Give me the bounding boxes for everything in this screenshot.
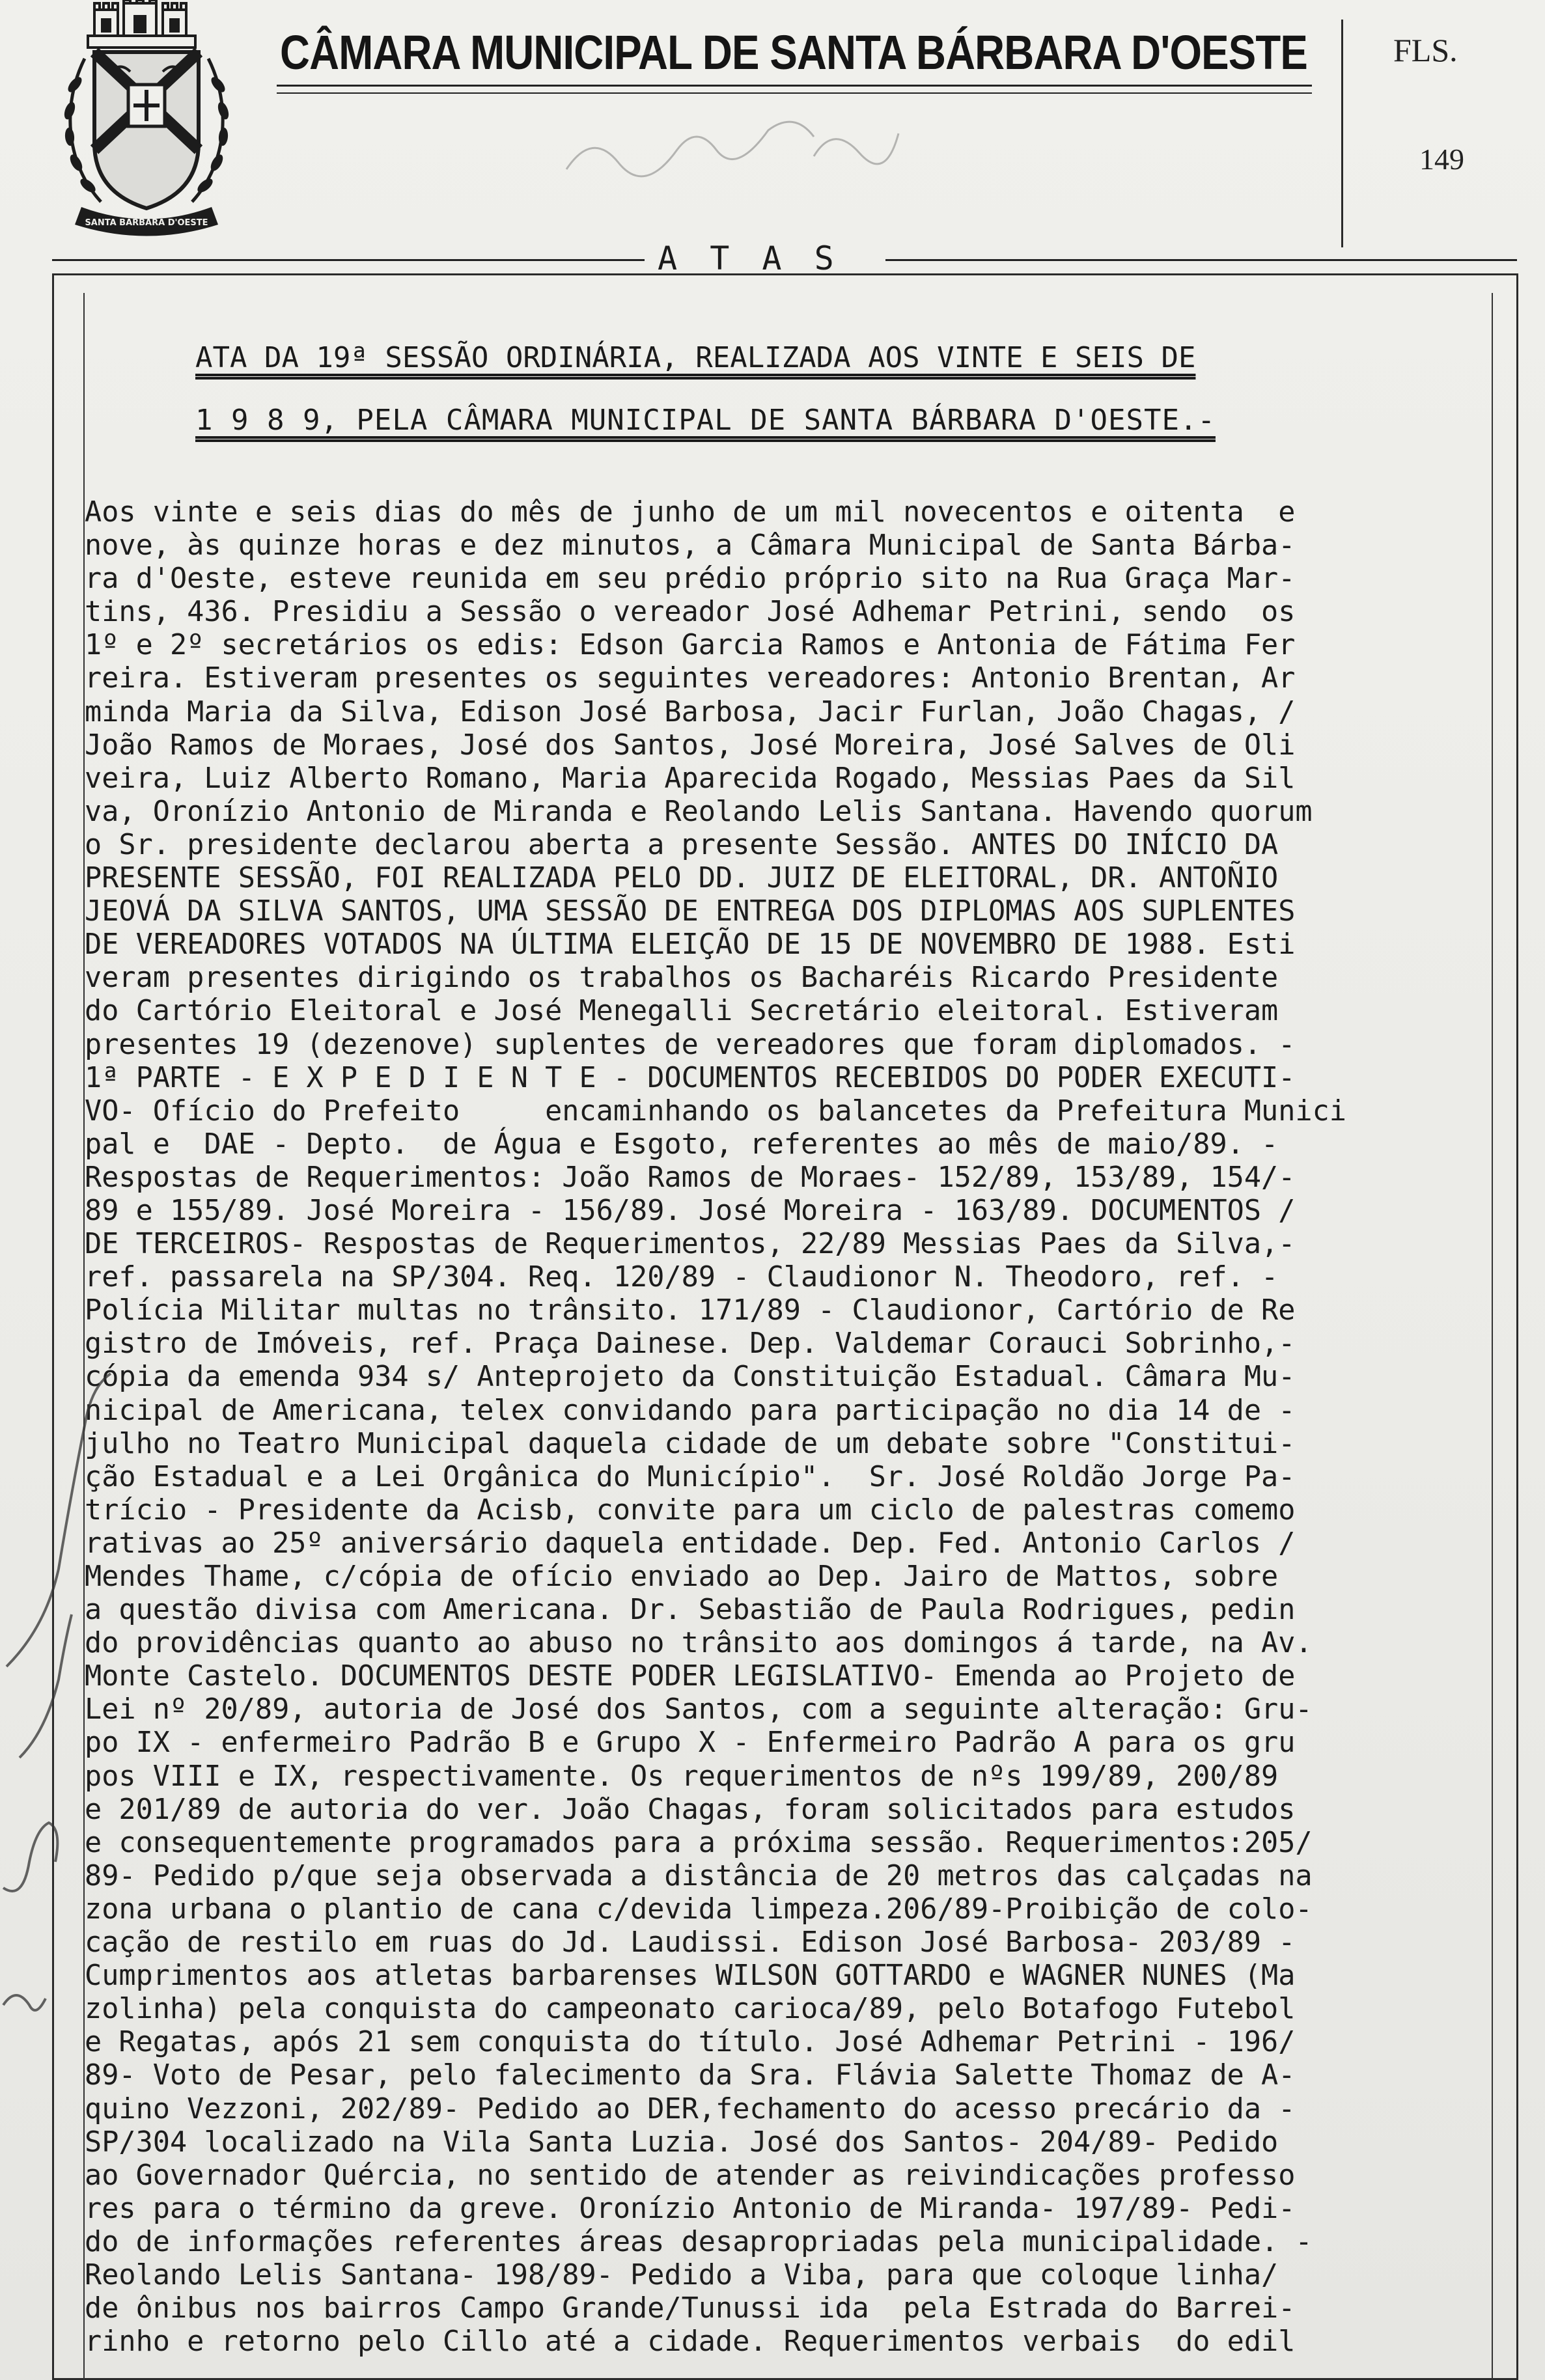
body-line: Lei nº 20/89, autoria de José dos Santos, com a seguinte alteração: Gru- xyxy=(85,1693,1313,1726)
body-line: zolinha) pela conquista do campeonato carioca/89, pelo Botafogo Futebol xyxy=(85,1993,1296,2026)
body-line: veira, Luiz Alberto Romano, Maria Aparecida Rogado, Messias Paes da Sil xyxy=(85,762,1296,795)
minutes-heading-line-1: ATA DA 19ª SESSÃO ORDINÁRIA, REALIZADA AOS VINTE E SEIS DE xyxy=(195,341,1196,374)
section-rule-right xyxy=(885,259,1517,261)
body-line: João Ramos de Moraes, José dos Santos, José Moreira, José Salves de Oli xyxy=(85,728,1296,762)
body-line: tins, 436. Presidiu a Sessão o vereador José Adhemar Petrini, sendo os xyxy=(85,596,1296,629)
body-line: ref. passarela na SP/304. Req. 120/89 - Claudionor N. Theodoro, ref. - xyxy=(85,1261,1279,1294)
body-line: do Cartório Eleitoral e José Menegalli Secretário eleitoral. Estiveram xyxy=(85,995,1279,1028)
fls-label: FLS. xyxy=(1393,32,1458,68)
body-line: veram presentes dirigindo os trabalhos os Bacharéis Ricardo Presidente xyxy=(85,962,1279,995)
minutes-body-text xyxy=(85,496,1491,2359)
body-line: gistro de Imóveis, ref. Praça Dainese. Dep. Valdemar Corauci Sobrinho,- xyxy=(85,1327,1296,1361)
body-line: Reolando Lelis Santana- 198/89- Pedido a Viba, para que coloque linha/ xyxy=(85,2258,1279,2291)
header-divider xyxy=(1341,20,1343,247)
body-line: 89- Voto de Pesar, pelo falecimento da Sra. Flávia Salette Thomaz de A- xyxy=(85,2059,1296,2092)
body-line: o Sr. presidente declarou aberta a presente Sessão. ANTES DO INÍCIO DA xyxy=(85,828,1279,861)
header-rule-double xyxy=(277,92,1312,94)
body-line: ao Governador Quércia, no sentido de atender as reivindicações professo xyxy=(85,2159,1296,2192)
body-line: 1º e 2º secretários os edis: Edson Garcia Ramos e Antonia de Fátima Fer xyxy=(85,629,1296,662)
body-line: Cumprimentos aos atletas barbarenses WILSON GOTTARDO e WAGNER NUNES (Ma xyxy=(85,1959,1296,1993)
body-line: pal e DAE - Depto. de Água e Esgoto, referentes ao mês de maio/89. - xyxy=(85,1128,1279,1161)
body-line: DE VEREADORES VOTADOS NA ÚLTIMA ELEIÇÃO DE 15 DE NOVEMBRO DE 1988. Esti xyxy=(85,928,1296,962)
body-line: presentes 19 (dezenove) suplentes de vereadores que foram diplomados. - xyxy=(85,1028,1296,1061)
body-line: do providências quanto ao abuso no trânsito aos domingos á tarde, na Av. xyxy=(85,1627,1313,1660)
body-line: Aos vinte e seis dias do mês de junho de um mil novecentos e oitenta e xyxy=(85,496,1296,529)
body-line: julho no Teatro Municipal daquela cidade de um debate sobre "Constitui- xyxy=(85,1427,1296,1460)
body-line: quino Vezzoni, 202/89- Pedido ao DER,fechamento do acesso precário da - xyxy=(85,2092,1296,2125)
coat-of-arms-logo xyxy=(55,0,244,241)
body-line: de ônibus nos bairros Campo Grande/Tunussi ida pela Estrada do Barrei- xyxy=(85,2292,1296,2325)
body-line: rativas ao 25º aniversário daquela entidade. Dep. Fed. Antonio Carlos / xyxy=(85,1527,1296,1560)
body-line: ra d'Oeste, esteve reunida em seu prédio próprio sito na Rua Graça Mar- xyxy=(85,562,1296,596)
council-name-heading: CÂMARA MUNICIPAL DE SANTA BÁRBARA D'OESTE xyxy=(280,25,1307,79)
body-line: pos VIII e IX, respectivamente. Os requerimentos de nºs 199/89, 200/89 xyxy=(85,1760,1279,1793)
header-rule xyxy=(277,85,1312,87)
body-line: ção Estadual e a Lei Orgânica do Município". Sr. José Roldão Jorge Pa- xyxy=(85,1460,1296,1493)
minutes-heading-line-2: 1 9 8 9, PELA CÂMARA MUNICIPAL DE SANTA BÁRBARA D'OESTE.- xyxy=(195,404,1216,437)
body-line: rinho e retorno pelo Cillo até a cidade. Requerimentos verbais do edil xyxy=(85,2325,1296,2359)
page-number: 149 xyxy=(1419,143,1464,176)
body-line: do de informações referentes áreas desapropriadas pela municipalidade. - xyxy=(85,2225,1313,2258)
body-line: zona urbana o plantio de cana c/devida limpeza.206/89-Proibição de colo- xyxy=(85,1892,1313,1926)
body-line: po IX - enfermeiro Padrão B e Grupo X - Enfermeiro Padrão A para os gru xyxy=(85,1726,1296,1760)
body-line: nicipal de Americana, telex convidando para participação no dia 14 de - xyxy=(85,1394,1296,1427)
body-line: 89- Pedido p/que seja observada a distância de 20 metros das calçadas na xyxy=(85,1859,1313,1892)
body-line: a questão divisa com Americana. Dr. Sebastião de Paula Rodrigues, pedin xyxy=(85,1594,1296,1627)
body-line: PRESENTE SESSÃO, FOI REALIZADA PELO DD. JUIZ DE ELEITORAL, DR. ANTOÑIO xyxy=(85,862,1279,895)
section-title: A T A S xyxy=(658,240,841,277)
body-line: JEOVÁ DA SILVA SANTOS, UMA SESSÃO DE ENTREGA DOS DIPLOMAS AOS SUPLENTES xyxy=(85,895,1296,928)
body-line: e consequentemente programados para a próxima sessão. Requerimentos:205/ xyxy=(85,1826,1313,1859)
section-rule-left xyxy=(52,259,645,261)
body-line: nove, às quinze horas e dez minutos, a Câmara Municipal de Santa Bárba- xyxy=(85,529,1296,562)
body-line: reira. Estiveram presentes os seguintes vereadores: Antonio Brentan, Ar xyxy=(85,662,1296,695)
body-line: trício - Presidente da Acisb, convite para um ciclo de palestras comemo xyxy=(85,1493,1296,1527)
body-line: Monte Castelo. DOCUMENTOS DESTE PODER LEGISLATIVO- Emenda ao Projeto de xyxy=(85,1660,1296,1693)
body-line: Respostas de Requerimentos: João Ramos de Moraes- 152/89, 153/89, 154/- xyxy=(85,1161,1296,1194)
body-line: SP/304 localizado na Vila Santa Luzia. José dos Santos- 204/89- Pedido xyxy=(85,2125,1279,2159)
body-line: Polícia Militar multas no trânsito. 171/89 - Claudionor, Cartório de Re xyxy=(85,1294,1296,1327)
body-line: DE TERCEIROS- Respostas de Requerimentos, 22/89 Messias Paes da Silva,- xyxy=(85,1228,1296,1261)
body-line: res para o término da greve. Oronízio Antonio de Miranda- 197/89- Pedi- xyxy=(85,2192,1296,2225)
body-line: minda Maria da Silva, Edison José Barbosa, Jacir Furlan, João Chagas, / xyxy=(85,695,1296,728)
body-line: 1ª PARTE - E X P E D I E N T E - DOCUMENTOS RECEBIDOS DO PODER EXECUTI- xyxy=(85,1061,1296,1094)
body-line: e Regatas, após 21 sem conquista do título. José Adhemar Petrini - 196/ xyxy=(85,2026,1296,2059)
body-line: e 201/89 de autoria do ver. João Chagas, foram solicitados para estudos xyxy=(85,1793,1296,1826)
body-line: 89 e 155/89. José Moreira - 156/89. José Moreira - 163/89. DOCUMENTOS / xyxy=(85,1194,1296,1227)
body-line: cação de restilo em ruas do Jd. Laudissi. Edison José Barbosa- 203/89 - xyxy=(85,1926,1296,1959)
body-line: cópia da emenda 934 s/ Anteprojeto da Constituição Estadual. Câmara Mu- xyxy=(85,1361,1296,1394)
body-line: Mendes Thame, c/cópia de ofício enviado ao Dep. Jairo de Mattos, sobre xyxy=(85,1560,1279,1593)
body-line: va, Oronízio Antonio de Miranda e Reolando Lelis Santana. Havendo quorum xyxy=(85,795,1313,828)
body-line: VO- Ofício do Prefeito encaminhando os balancetes da Prefeitura Munici xyxy=(85,1094,1347,1128)
crest-banner-text: SANTA BÁRBARA D'OESTE xyxy=(85,218,208,228)
